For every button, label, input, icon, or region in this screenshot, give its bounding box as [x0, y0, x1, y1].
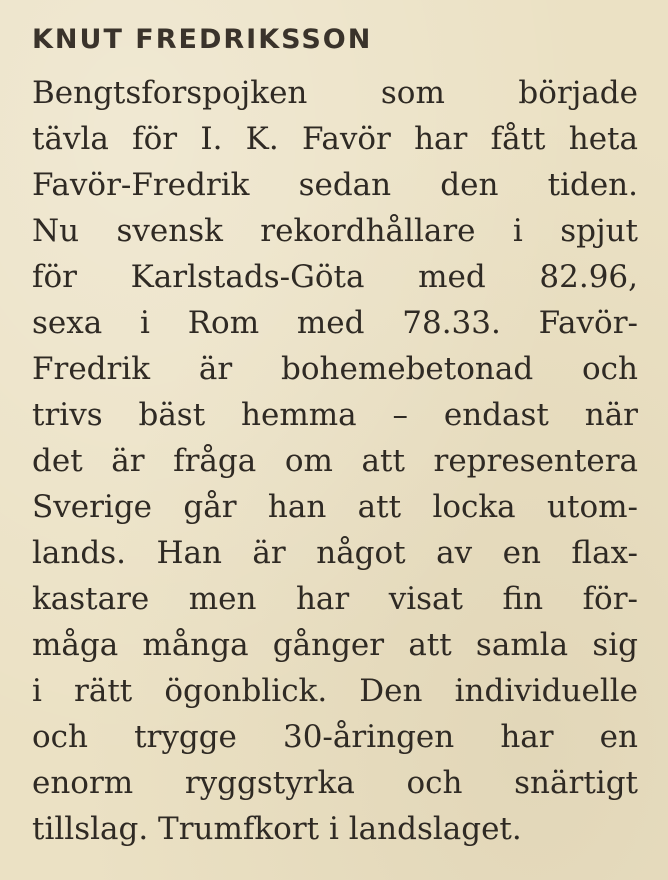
- body-line: trivs bäst hemma – endast när: [32, 397, 638, 433]
- body-line: måga många gånger att samla sig: [32, 627, 638, 663]
- body-line: kastare men har visat fin för-: [32, 581, 638, 617]
- article-body: [32, 70, 638, 852]
- body-line: Bengtsforspojken som började: [32, 75, 638, 111]
- body-line: tävla för I. K. Favör har fått heta: [32, 121, 638, 157]
- body-line: det är fråga om att representera: [32, 443, 638, 479]
- body-line: Fredrik är bohemebetonad och: [32, 351, 638, 387]
- body-line: sexa i Rom med 78.33. Favör-: [32, 305, 638, 341]
- body-line: i rätt ögonblick. Den individuelle: [32, 673, 638, 709]
- article-heading: KNUT FREDRIKSSON: [32, 24, 373, 55]
- body-line: för Karlstads-Göta med 82.96,: [32, 259, 638, 295]
- body-line: Sverige går han att locka utom-: [32, 489, 638, 525]
- body-line: Favör-Fredrik sedan den tiden.: [32, 167, 638, 203]
- body-line: enorm ryggstyrka och snärtigt: [32, 765, 638, 801]
- body-line: lands. Han är något av en flax-: [32, 535, 638, 571]
- body-line: och trygge 30-åringen har en: [32, 719, 638, 755]
- body-line: tillslag. Trumfkort i landslaget.: [32, 811, 522, 847]
- body-line: Nu svensk rekordhållare i spjut: [32, 213, 638, 249]
